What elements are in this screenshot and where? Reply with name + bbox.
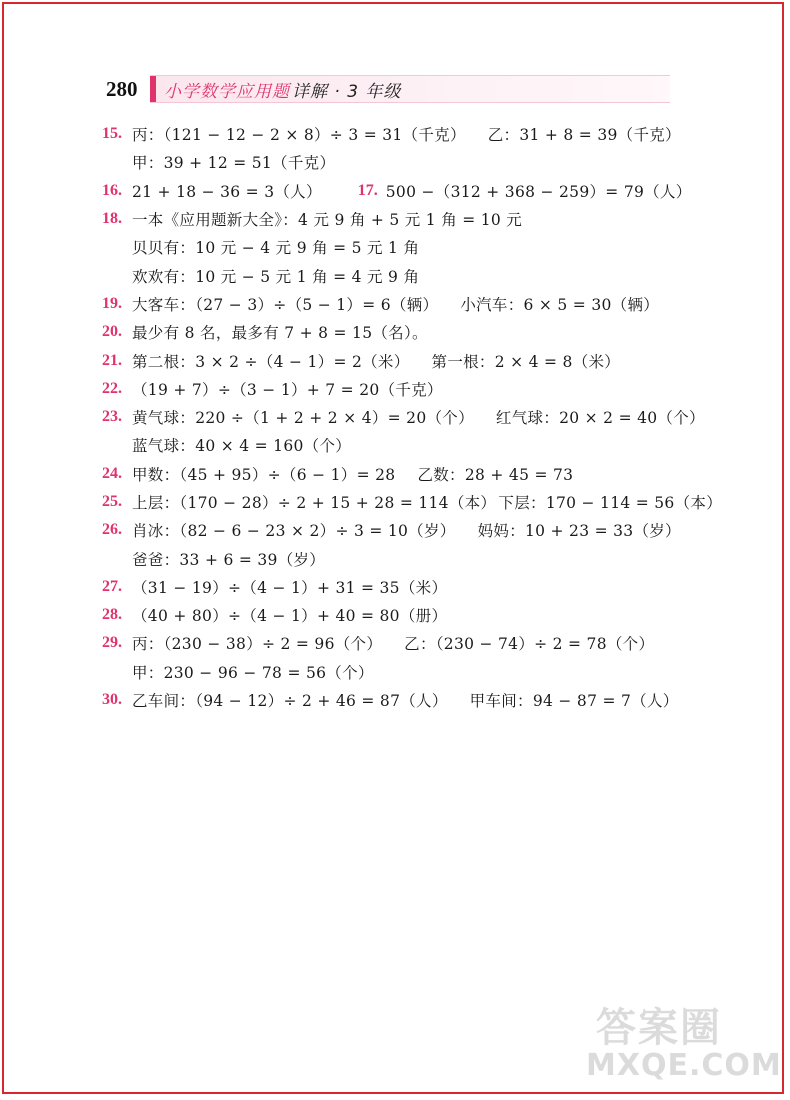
answer-text: 贝贝有：10 元 − 4 元 9 角 = 5 元 1 角: [132, 239, 420, 258]
answer-text-secondary: 下层：170 − 114 = 56（本）: [498, 494, 722, 512]
answer-line: [102, 516, 722, 544]
answer-text: 甲：39 + 12 = 51（千克）: [132, 154, 336, 173]
watermark-text-bottom: MXQE.COM: [586, 1048, 782, 1083]
answer-line: [102, 205, 722, 233]
answer-text: 大客车：（27 − 3）÷（5 − 1）= 6（辆）: [132, 295, 439, 314]
question-number: 21.: [102, 351, 122, 369]
answer-line: [102, 261, 722, 289]
question-number: 17.: [357, 181, 378, 199]
question-number: 23.: [102, 408, 122, 426]
answer-text-secondary: 500 −（312 + 368 − 259）= 79（人）: [385, 182, 692, 201]
answer-text: 上层：（170 − 28）÷ 2 + 15 + 28 = 114（本）: [132, 494, 497, 512]
answer-text: 第二根：3 × 2 ÷（4 − 1）= 2（米）: [132, 352, 410, 371]
answer-text: （19 + 7）÷（3 − 1）+ 7 = 20（千克）: [132, 380, 443, 399]
answer-line: [102, 403, 722, 431]
answer-line: [102, 601, 722, 629]
answer-line: [102, 148, 722, 176]
question-number: 25.: [102, 493, 122, 510]
answer-line: [102, 544, 722, 572]
answer-text: 21 + 18 − 36 = 3（人）: [132, 182, 322, 201]
watermark-logo: [586, 996, 782, 1086]
question-number: 26.: [102, 521, 122, 539]
question-number: 30.: [102, 691, 122, 709]
answer-text-secondary: 乙：（230 − 74）÷ 2 = 78（个）: [404, 635, 655, 654]
answer-text-secondary: 小汽车：6 × 5 = 30（辆）: [460, 295, 660, 314]
header-accent-bar: [150, 76, 156, 102]
answer-line: [102, 686, 722, 714]
answer-line: [102, 233, 722, 261]
answer-line: [102, 460, 722, 488]
answer-text: 一本《应用题新大全》：4 元 9 角 + 5 元 1 角 = 10 元: [132, 211, 523, 230]
answer-text: （31 − 19）÷（4 − 1）+ 31 = 35（米）: [132, 578, 448, 597]
answer-list: [102, 120, 722, 714]
answer-text: 丙：（121 − 12 − 2 × 8）÷ 3 = 31（千克）: [132, 126, 466, 145]
answer-line: [102, 120, 722, 148]
question-number: 28.: [102, 606, 122, 624]
page-header: [106, 74, 670, 104]
question-number: 27.: [102, 577, 122, 595]
answer-line: [102, 177, 722, 205]
answer-line: [102, 488, 722, 516]
answer-line: [102, 318, 722, 346]
question-number: 18.: [102, 210, 122, 228]
answer-line: [102, 290, 722, 318]
book-title: 小学数学应用题: [164, 81, 290, 102]
answer-text-secondary: 乙：31 + 8 = 39（千克）: [487, 126, 681, 145]
answer-line: [102, 658, 722, 686]
watermark-text-top: 答案圈: [596, 1005, 722, 1051]
answer-text: 欢欢有：10 元 − 5 元 1 角 = 4 元 9 角: [132, 267, 420, 286]
answer-text-secondary: 乙数：28 + 45 = 73: [417, 465, 574, 484]
answer-text: 最少有 8 名，最多有 7 + 8 = 15（名）。: [132, 324, 428, 343]
header-banner: [150, 75, 670, 103]
answer-line: [102, 573, 722, 601]
answer-text: 甲：230 − 96 − 78 = 56（个）: [132, 663, 374, 682]
answer-text: 蓝气球：40 × 4 = 160（个）: [132, 437, 352, 456]
answer-text-secondary: 红气球：20 × 2 = 40（个）: [495, 409, 705, 428]
answer-line: [102, 629, 722, 657]
answer-text: （40 + 80）÷（4 − 1）+ 40 = 80（册）: [132, 607, 448, 626]
answer-text: 甲数：（45 + 95）÷（6 − 1）= 28: [132, 465, 396, 484]
question-number: 22.: [102, 379, 122, 397]
question-number: 16.: [102, 181, 122, 199]
answer-text: 肖冰：（82 − 6 − 23 × 2）÷ 3 = 10（岁）: [132, 522, 456, 541]
answer-text: 黄气球：220 ÷（1 + 2 + 2 × 4）= 20（个）: [132, 409, 474, 428]
answer-text: 爸爸：33 + 6 = 39（岁）: [132, 550, 326, 569]
question-number: 15.: [102, 125, 122, 143]
answer-text-secondary: 妈妈：10 + 23 = 33（岁）: [477, 522, 681, 541]
book-subtitle: 详解 · 3 年级: [292, 81, 402, 102]
answer-text-secondary: 第一根：2 × 4 = 8（米）: [431, 352, 621, 371]
page-number: 280: [106, 76, 138, 101]
answer-line: [102, 375, 722, 403]
answer-text-secondary: 甲车间：94 − 87 = 7（人）: [469, 692, 679, 711]
answer-text: 乙车间：（94 − 12）÷ 2 + 46 = 87（人）: [132, 692, 448, 711]
question-number: 20.: [102, 323, 122, 341]
question-number: 19.: [102, 294, 122, 312]
question-number: 29.: [102, 634, 122, 652]
answer-text: 丙：（230 − 38）÷ 2 = 96（个）: [132, 635, 383, 654]
answer-line: [102, 431, 722, 459]
answer-line: [102, 346, 722, 374]
question-number: 24.: [102, 464, 122, 482]
